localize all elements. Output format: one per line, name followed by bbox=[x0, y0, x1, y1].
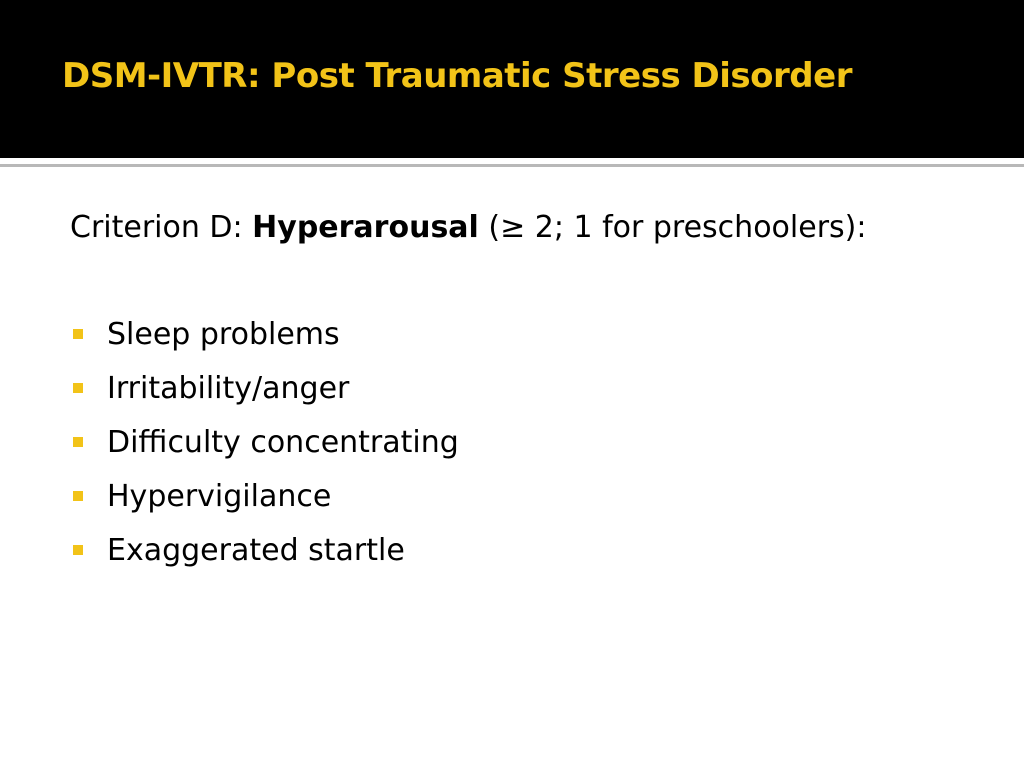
list-item bbox=[70, 308, 970, 362]
criterion-emphasis: Hyperarousal bbox=[252, 210, 479, 245]
title-bar bbox=[0, 0, 1024, 158]
list-item-label: Sleep problems bbox=[107, 317, 340, 352]
list-item-label: Irritability/anger bbox=[107, 371, 350, 406]
list-item bbox=[70, 524, 970, 578]
square-bullet-icon bbox=[73, 437, 83, 447]
slide-title: DSM-IVTR: Post Traumatic Stress Disorder bbox=[62, 56, 852, 96]
list-item-label: Exaggerated startle bbox=[107, 533, 405, 568]
square-bullet-icon bbox=[73, 383, 83, 393]
square-bullet-icon bbox=[73, 329, 83, 339]
list-item-label: Hypervigilance bbox=[107, 479, 332, 514]
list-item-label: Difficulty concentrating bbox=[107, 425, 459, 460]
list-item bbox=[70, 362, 970, 416]
list-item bbox=[70, 470, 970, 524]
criterion-suffix: (≥ 2; 1 for preschoolers): bbox=[478, 210, 867, 245]
criterion-intro bbox=[70, 200, 970, 256]
symptom-list bbox=[70, 308, 970, 578]
title-divider bbox=[0, 164, 1024, 167]
square-bullet-icon bbox=[73, 491, 83, 501]
list-item bbox=[70, 416, 970, 470]
criterion-prefix: Criterion D: bbox=[70, 210, 253, 245]
slide-body bbox=[70, 200, 970, 578]
square-bullet-icon bbox=[73, 545, 83, 555]
